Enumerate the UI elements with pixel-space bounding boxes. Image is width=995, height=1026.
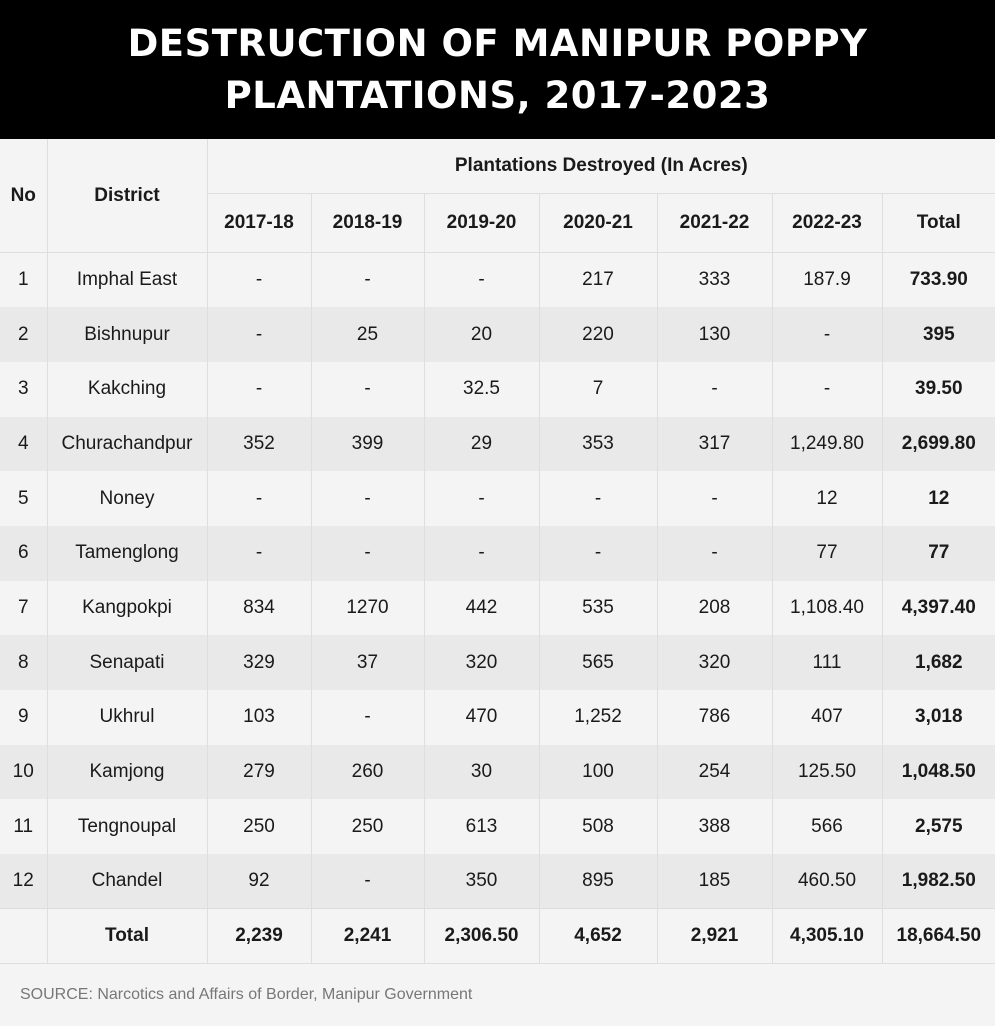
value-cell: 250 bbox=[311, 799, 424, 854]
row-total-cell: 1,982.50 bbox=[882, 854, 995, 909]
row-total-cell: 1,048.50 bbox=[882, 745, 995, 800]
value-cell: 786 bbox=[657, 690, 772, 745]
table-row bbox=[0, 635, 995, 690]
table-row bbox=[0, 799, 995, 854]
value-cell: 220 bbox=[539, 307, 657, 362]
title-line-2: PLANTATIONS, 2017-2023 bbox=[224, 73, 771, 117]
value-cell: 350 bbox=[424, 854, 539, 909]
data-table bbox=[0, 139, 995, 964]
value-cell: 407 bbox=[772, 690, 882, 745]
value-cell: - bbox=[772, 362, 882, 417]
header-year: 2020-21 bbox=[539, 194, 657, 253]
value-cell: - bbox=[207, 253, 311, 308]
value-cell: 12 bbox=[772, 471, 882, 526]
total-cell: 4,652 bbox=[539, 909, 657, 964]
total-row bbox=[0, 909, 995, 964]
value-cell: 508 bbox=[539, 799, 657, 854]
table-row bbox=[0, 417, 995, 472]
total-label: Total bbox=[47, 909, 207, 964]
total-cell: 2,241 bbox=[311, 909, 424, 964]
value-cell: 353 bbox=[539, 417, 657, 472]
row-total-cell: 77 bbox=[882, 526, 995, 581]
value-cell: - bbox=[207, 526, 311, 581]
row-no-cell: 9 bbox=[0, 690, 47, 745]
total-cell: 2,239 bbox=[207, 909, 311, 964]
district-cell: Senapati bbox=[47, 635, 207, 690]
total-cell: 2,306.50 bbox=[424, 909, 539, 964]
source-note: SOURCE: Narcotics and Affairs of Border, Manipur Government bbox=[20, 986, 473, 1004]
row-no-cell: 1 bbox=[0, 253, 47, 308]
district-cell: Ukhrul bbox=[47, 690, 207, 745]
value-cell: 320 bbox=[657, 635, 772, 690]
value-cell: 20 bbox=[424, 307, 539, 362]
row-total-cell: 733.90 bbox=[882, 253, 995, 308]
row-total-cell: 2,575 bbox=[882, 799, 995, 854]
value-cell: - bbox=[207, 307, 311, 362]
value-cell: 185 bbox=[657, 854, 772, 909]
header-group: Plantations Destroyed (In Acres) bbox=[207, 139, 995, 194]
row-total-cell: 395 bbox=[882, 307, 995, 362]
value-cell: 352 bbox=[207, 417, 311, 472]
value-cell: 566 bbox=[772, 799, 882, 854]
total-cell: 2,921 bbox=[657, 909, 772, 964]
value-cell: - bbox=[539, 526, 657, 581]
header-year: 2018-19 bbox=[311, 194, 424, 253]
table-row bbox=[0, 690, 995, 745]
header-year: 2017-18 bbox=[207, 194, 311, 253]
value-cell: - bbox=[424, 471, 539, 526]
row-no-cell: 5 bbox=[0, 471, 47, 526]
value-cell: 30 bbox=[424, 745, 539, 800]
row-no-cell: 12 bbox=[0, 854, 47, 909]
value-cell: 250 bbox=[207, 799, 311, 854]
value-cell: - bbox=[311, 362, 424, 417]
value-cell: 32.5 bbox=[424, 362, 539, 417]
value-cell: 388 bbox=[657, 799, 772, 854]
table-row bbox=[0, 854, 995, 909]
value-cell: 254 bbox=[657, 745, 772, 800]
value-cell: 460.50 bbox=[772, 854, 882, 909]
value-cell: - bbox=[311, 690, 424, 745]
value-cell: 25 bbox=[311, 307, 424, 362]
row-no-cell: 11 bbox=[0, 799, 47, 854]
total-cell: 4,305.10 bbox=[772, 909, 882, 964]
table-row bbox=[0, 253, 995, 308]
value-cell: 77 bbox=[772, 526, 882, 581]
table-row bbox=[0, 362, 995, 417]
header-year: 2019-20 bbox=[424, 194, 539, 253]
table-row bbox=[0, 581, 995, 636]
table-row bbox=[0, 745, 995, 800]
value-cell: 1,252 bbox=[539, 690, 657, 745]
district-cell: Kangpokpi bbox=[47, 581, 207, 636]
value-cell: 92 bbox=[207, 854, 311, 909]
value-cell: 187.9 bbox=[772, 253, 882, 308]
value-cell: 535 bbox=[539, 581, 657, 636]
district-cell: Churachandpur bbox=[47, 417, 207, 472]
table-row bbox=[0, 307, 995, 362]
value-cell: - bbox=[207, 362, 311, 417]
value-cell: 834 bbox=[207, 581, 311, 636]
table-row bbox=[0, 526, 995, 581]
district-cell: Chandel bbox=[47, 854, 207, 909]
value-cell: 125.50 bbox=[772, 745, 882, 800]
district-cell: Tengnoupal bbox=[47, 799, 207, 854]
row-no-cell: 3 bbox=[0, 362, 47, 417]
row-total-cell: 2,699.80 bbox=[882, 417, 995, 472]
row-no-cell: 4 bbox=[0, 417, 47, 472]
value-cell: 442 bbox=[424, 581, 539, 636]
value-cell: - bbox=[424, 526, 539, 581]
value-cell: 7 bbox=[539, 362, 657, 417]
value-cell: 565 bbox=[539, 635, 657, 690]
row-no-cell: 10 bbox=[0, 745, 47, 800]
value-cell: 317 bbox=[657, 417, 772, 472]
value-cell: 111 bbox=[772, 635, 882, 690]
row-total-cell: 39.50 bbox=[882, 362, 995, 417]
value-cell: 29 bbox=[424, 417, 539, 472]
value-cell: 470 bbox=[424, 690, 539, 745]
value-cell: 1,249.80 bbox=[772, 417, 882, 472]
value-cell: 130 bbox=[657, 307, 772, 362]
header-no: No bbox=[0, 139, 47, 253]
table-row bbox=[0, 471, 995, 526]
header-year: 2021-22 bbox=[657, 194, 772, 253]
row-total-cell: 3,018 bbox=[882, 690, 995, 745]
value-cell: 613 bbox=[424, 799, 539, 854]
value-cell: - bbox=[311, 526, 424, 581]
value-cell: - bbox=[311, 471, 424, 526]
header-district: District bbox=[47, 139, 207, 253]
value-cell: 208 bbox=[657, 581, 772, 636]
value-cell: - bbox=[539, 471, 657, 526]
value-cell: 333 bbox=[657, 253, 772, 308]
district-cell: Kamjong bbox=[47, 745, 207, 800]
row-total-cell: 12 bbox=[882, 471, 995, 526]
value-cell: - bbox=[657, 526, 772, 581]
district-cell: Kakching bbox=[47, 362, 207, 417]
value-cell: 103 bbox=[207, 690, 311, 745]
row-no-cell: 6 bbox=[0, 526, 47, 581]
row-no-cell: 2 bbox=[0, 307, 47, 362]
row-total-cell: 1,682 bbox=[882, 635, 995, 690]
district-cell: Imphal East bbox=[47, 253, 207, 308]
total-no-cell bbox=[0, 909, 47, 964]
value-cell: 1,108.40 bbox=[772, 581, 882, 636]
value-cell: 217 bbox=[539, 253, 657, 308]
district-cell: Noney bbox=[47, 471, 207, 526]
value-cell: 260 bbox=[311, 745, 424, 800]
value-cell: 320 bbox=[424, 635, 539, 690]
value-cell: 37 bbox=[311, 635, 424, 690]
value-cell: - bbox=[207, 471, 311, 526]
value-cell: - bbox=[657, 362, 772, 417]
row-no-cell: 8 bbox=[0, 635, 47, 690]
header-total: Total bbox=[882, 194, 995, 253]
value-cell: 1270 bbox=[311, 581, 424, 636]
title-banner bbox=[0, 0, 995, 139]
value-cell: 399 bbox=[311, 417, 424, 472]
value-cell: 895 bbox=[539, 854, 657, 909]
grand-total-cell: 18,664.50 bbox=[882, 909, 995, 964]
value-cell: - bbox=[657, 471, 772, 526]
value-cell: 279 bbox=[207, 745, 311, 800]
value-cell: - bbox=[424, 253, 539, 308]
row-total-cell: 4,397.40 bbox=[882, 581, 995, 636]
value-cell: - bbox=[772, 307, 882, 362]
value-cell: 100 bbox=[539, 745, 657, 800]
header-year: 2022-23 bbox=[772, 194, 882, 253]
district-cell: Bishnupur bbox=[47, 307, 207, 362]
title-line-1: DESTRUCTION OF MANIPUR POPPY bbox=[127, 21, 868, 65]
value-cell: 329 bbox=[207, 635, 311, 690]
district-cell: Tamenglong bbox=[47, 526, 207, 581]
row-no-cell: 7 bbox=[0, 581, 47, 636]
value-cell: - bbox=[311, 253, 424, 308]
value-cell: - bbox=[311, 854, 424, 909]
